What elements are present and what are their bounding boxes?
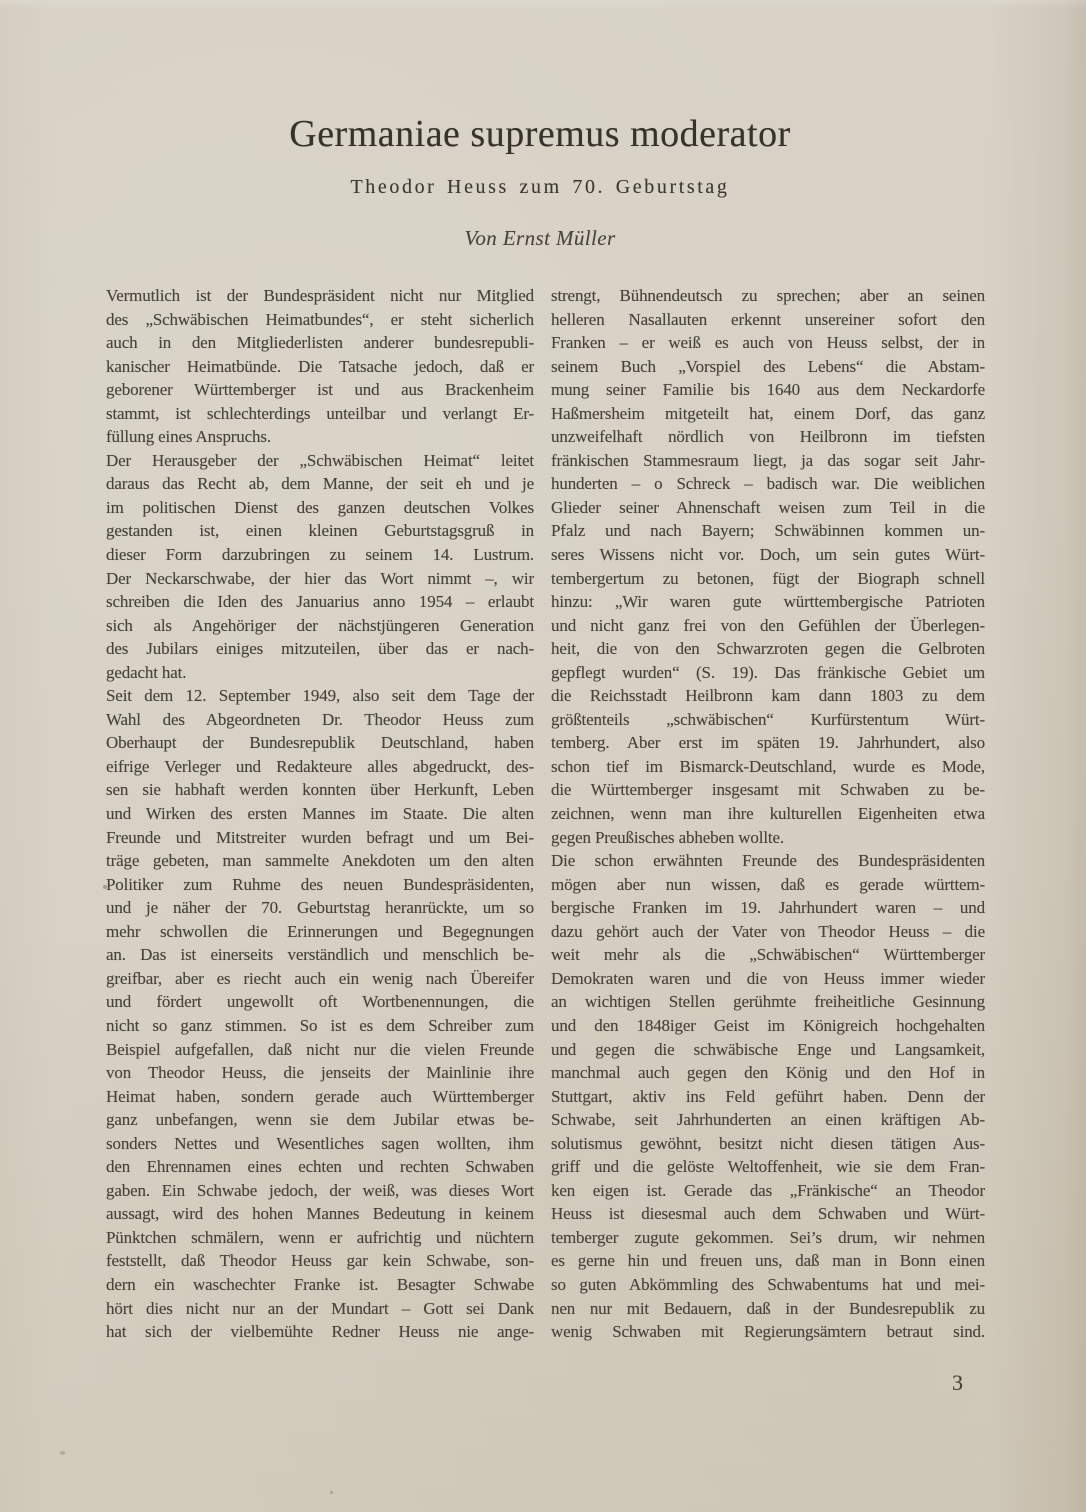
text-line: schon tief im Bismarck-Deutschland, wurde es Mode,: [551, 756, 985, 776]
text-line: füllung eines Anspruchs.: [106, 427, 271, 447]
text-line: kanischer Heimatbünde. Die Tatsache jedoch, daß er: [106, 356, 534, 376]
text-line: gestanden ist, einen kleinen Geburtstagsgruß in: [106, 521, 534, 541]
text-line: Schwabe, seit Jahrhunderten an einen kräftigen Ab-: [551, 1110, 985, 1130]
text-line: gegen Preußisches abheben wollte.: [551, 827, 784, 847]
text-line: sen sie habhaft werden konnten über Herkunft, Leben: [106, 780, 534, 800]
text-line: tembergertum zu betonen, fügt der Biograph schnell: [551, 568, 985, 588]
text-line: an. Das ist einerseits verständlich und menschlich be-: [106, 945, 534, 965]
page-byline: Von Ernst Müller: [464, 226, 616, 250]
text-line: geborener Württemberger ist und aus Brackenheim: [106, 380, 534, 400]
text-line: griff und die gelöste Weltoffenheit, wie sie dem Fran-: [551, 1157, 985, 1177]
text-line: nicht so ganz stimmen. So ist es dem Schreiber zum: [106, 1015, 534, 1035]
text-line: von Theodor Heuss, die jenseits der Mainlinie ihre: [106, 1063, 534, 1083]
text-line: Politiker zum Ruhme des neuen Bundespräsidenten,: [106, 874, 534, 894]
text-line: Pünktchen schmälern, wenn er aufrichtig und nüchtern: [106, 1227, 534, 1247]
text-line: sonders Nettes und Wesentliches sagen wollten, ihm: [106, 1133, 534, 1153]
text-column-right: [551, 284, 985, 1344]
page-title: Germaniae supremus moderator: [289, 113, 791, 155]
text-line: Die schon erwähnten Freunde des Bundespräsidenten: [551, 851, 985, 871]
text-line: gepflegt wurden“ (S. 19). Das fränkische Gebiet um: [551, 662, 985, 682]
text-line: strengt, Bühnendeutsch zu sprechen; aber an seinen: [551, 286, 985, 305]
text-line: dazu gehört auch der Vater von Theodor Heuss – die: [551, 921, 985, 941]
scan-speck: [330, 1491, 333, 1494]
text-line: mögen aber nun wissen, daß es gerade württem-: [551, 874, 985, 894]
text-line: dieser Form darzubringen zu seinem 14. Lustrum.: [106, 545, 534, 565]
text-line: Franken – er weiß es auch von Heuss selbst, der in: [551, 333, 985, 353]
text-line: im politischen Dienst des ganzen deutschen Volkes: [106, 497, 534, 517]
text-line: seinem Buch „Vorspiel des Lebens“ die Abstam-: [551, 356, 985, 376]
text-line: unzweifelhaft nördlich von Heilbronn im tiefsten: [551, 427, 985, 447]
text-line: an wichtigen Stellen gerühmte freiheitliche Gesinnung: [551, 992, 985, 1012]
scan-speck: [103, 885, 107, 889]
text-line: Beispiel aufgefallen, daß nicht nur die vielen Freunde: [106, 1039, 534, 1059]
text-line: und nicht ganz frei von den Gefühlen der Überlegen-: [551, 615, 985, 635]
text-line: bergische Franken im 19. Jahrhundert waren – und: [551, 898, 985, 918]
text-line: ganz unbefangen, wenn sie dem Jubilar etwas be-: [106, 1110, 534, 1130]
text-line: fränkischen Stammesraum liegt, ja das sogar seit Jahr-: [551, 450, 985, 470]
text-line: greifbar, aber es riecht auch ein wenig nach Übereifer: [106, 968, 534, 988]
text-line: helleren Nasallauten erkennt unsereiner sofort den: [551, 309, 985, 329]
text-line: mung seiner Familie bis 1640 aus dem Neckardorfe: [551, 380, 985, 400]
text-line: des Jubilars einiges mitzuteilen, über das er nach-: [106, 639, 534, 659]
text-line: Der Neckarschwabe, der hier das Wort nimmt –, wir: [106, 568, 534, 588]
text-line: und je näher der 70. Geburtstag heranrückte, um so: [106, 898, 534, 918]
article-body: [106, 284, 985, 1344]
text-line: nen nur mit Bedauern, daß in der Bundesrepublik zu: [551, 1298, 985, 1318]
text-line: manchmal auch gegen den König und den Hof in: [551, 1063, 985, 1083]
text-line: und fördert ungewollt oft Wortbenennungen, die: [106, 992, 534, 1012]
text-line: Haßmersheim mitgeteilt hat, einem Dorf, das ganz: [551, 403, 985, 423]
text-line: Oberhaupt der Bundesrepublik Deutschland, haben: [106, 733, 534, 753]
text-line: seres Wissens nicht vor. Doch, um sein gutes Würt-: [551, 545, 985, 565]
text-line: Vermutlich ist der Bundespräsident nicht nur Mitglied: [106, 286, 534, 305]
text-line: ken eigen ist. Gerade das „Fränkische“ an Theodor: [551, 1180, 985, 1200]
text-line: temberg. Aber erst im späten 19. Jahrhundert, also: [551, 733, 985, 753]
text-line: Glieder seiner Ahnenschaft weisen zum Teil in die: [551, 497, 985, 517]
text-line: Seit dem 12. September 1949, also seit dem Tage der: [106, 686, 534, 706]
text-line: und gegen die schwäbische Enge und Langsamkeit,: [551, 1039, 985, 1059]
text-line: schreiben die Iden des Januarius anno 1954 – erlaubt: [106, 592, 534, 612]
page-subtitle: Theodor Heuss zum 70. Geburtstag: [350, 176, 730, 198]
text-line: Wahl des Abgeordneten Dr. Theodor Heuss zum: [106, 709, 534, 729]
text-line: den Ehrennamen eines echten und rechten Schwaben: [106, 1157, 534, 1177]
text-line: Heuss ist diesesmal auch dem Schwaben und Würt-: [551, 1204, 985, 1224]
text-line: hinzu: „Wir waren gute württembergische Patrioten: [551, 592, 985, 612]
text-line: wenig Schwaben mit Regierungsämtern betraut sind.: [551, 1322, 985, 1342]
text-line: daraus das Recht ab, dem Manne, der seit eh und je: [106, 474, 534, 494]
text-line: Heimat haben, sondern gerade auch Württemberger: [106, 1086, 534, 1106]
text-line: Freunde und Mitstreiter wurden befragt und um Bei-: [106, 827, 534, 847]
text-line: die Württemberger insgesamt mit Schwaben zu be-: [551, 780, 985, 800]
text-line: träge gebeten, man sammelte Anekdoten um den alten: [106, 851, 534, 871]
text-line: heit, die von den Schwarzroten gegen die Gelbroten: [551, 639, 985, 659]
text-line: aussagt, wird des hohen Mannes Bedeutung in keinem: [106, 1204, 534, 1224]
text-line: hunderten – o Schreck – badisch war. Die weiblichen: [551, 474, 985, 494]
scan-speck: [60, 1451, 65, 1455]
text-line: solutismus gewöhnt, besitzt nicht diesen tätigen Aus-: [551, 1133, 985, 1153]
text-line: feststellt, daß Theodor Heuss gar kein Schwabe, son-: [106, 1251, 534, 1271]
text-line: gedacht hat.: [106, 662, 187, 682]
text-line: stammt, ist schlechterdings unteilbar und verlangt Er-: [106, 403, 534, 423]
text-line: temberger zugute gekommen. Sei’s drum, wir nehmen: [551, 1227, 985, 1247]
text-line: Demokraten waren und die von Heuss immer wieder: [551, 968, 985, 988]
text-line: des „Schwäbischen Heimatbundes“, er steht sicherlich: [106, 309, 534, 329]
text-line: Der Herausgeber der „Schwäbischen Heimat“ leitet: [106, 450, 534, 470]
text-line: eifrige Verleger und Redakteure alles abgedruckt, des-: [106, 756, 534, 776]
text-column-left: [106, 284, 534, 1344]
text-line: Pfalz und nach Bayern; Schwäbinnen kommen un-: [551, 521, 985, 541]
text-line: hört dies nicht nur an der Mundart – Gott sei Dank: [106, 1298, 534, 1318]
text-line: so guten Abkömmling des Schwabentums hat und mei-: [551, 1274, 985, 1294]
text-line: auch in den Mitgliederlisten anderer bundesrepubli-: [106, 333, 534, 353]
text-line: und Wirken des ersten Mannes im Staate. Die alten: [106, 804, 534, 824]
text-line: Stuttgart, aktiv ins Feld geführt haben. Denn der: [551, 1086, 985, 1106]
text-line: hat sich der vielbemühte Redner Heuss nie ange-: [106, 1322, 534, 1342]
text-line: dern ein waschechter Franke ist. Besagter Schwabe: [106, 1274, 534, 1294]
text-line: weit mehr als die „Schwäbischen“ Württemberger: [551, 945, 985, 965]
text-line: und den 1848iger Geist im Königreich hochgehalten: [551, 1015, 985, 1035]
text-line: es gerne hin und freuen uns, daß man in Bonn einen: [551, 1251, 985, 1271]
page-number: 3: [952, 1370, 963, 1395]
text-line: gaben. Ein Schwabe jedoch, der weiß, was dieses Wort: [106, 1180, 534, 1200]
text-line: größtenteils „schwäbischen“ Kurfürstentum Würt-: [551, 709, 985, 729]
text-line: die Reichsstadt Heilbronn kam dann 1803 zu dem: [551, 686, 985, 706]
text-line: sich als Angehöriger der nächstjüngeren Generation: [106, 615, 534, 635]
text-line: mehr schwollen die Erinnerungen und Begegnungen: [106, 921, 534, 941]
text-line: zeichnen, wenn man ihre kulturellen Eigenheiten etwa: [551, 804, 985, 824]
